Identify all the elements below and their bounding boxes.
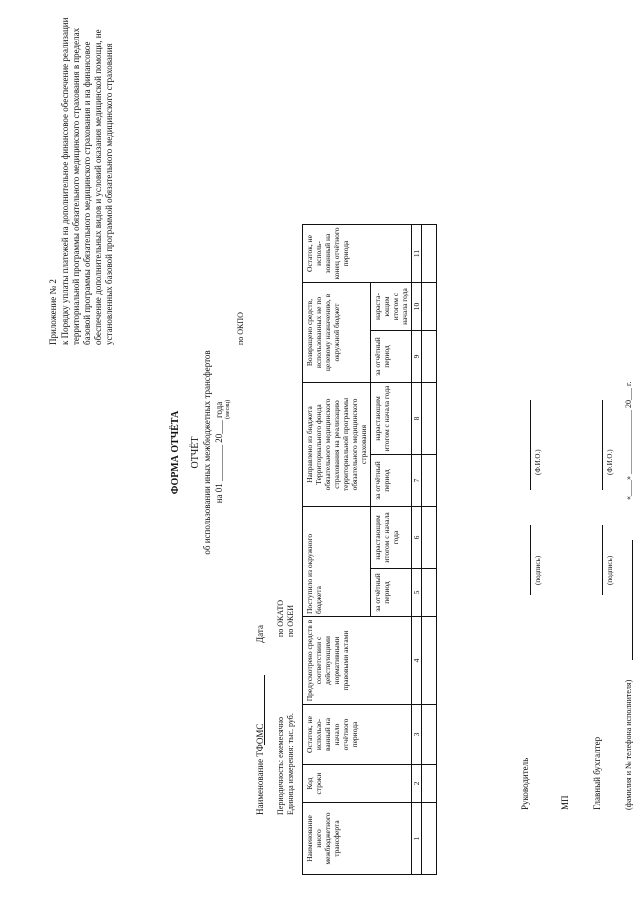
sub-period-9: за отчётный период [371,331,412,383]
accountant-fio-line [602,400,603,490]
col-num-10: 10 [412,283,422,331]
tfoms-input-line [264,675,265,745]
form-title: ФОРМА ОТЧЁТА [170,410,181,495]
col-num-8: 8 [412,383,422,455]
col-num-4: 4 [412,617,422,705]
col-planned-header: Предусмотрено средств в соответствии с действующими нормативными правовыми актами [303,617,412,705]
report-table [302,224,437,875]
head-label: Руководитель [520,757,530,810]
sub-cumulative-10: нараста-ющим итогом с начала года [371,283,412,331]
annex-text: к Порядку уплаты платежей на дополнительное финансовое обеспечение реализации территориальной программы обязательного медицинского страхования в пределах базовой программы обязательного медицинского страхования и на финансовое обеспечение дополнительных видов и условий оказания медицинской помощи, не установленных базовой программой обязательного медицинского страхования [60,17,114,345]
tfoms-label: Наименование ТФОМС [255,723,265,815]
accountant-sign-hint: (подпись) [606,555,614,585]
accountant-label: Главный бухгалтер [592,736,602,810]
month-hint: (месяц) [225,399,231,419]
col-num-11: 11 [412,225,422,283]
periodicity-label: Периодичность: ежемесячно [276,716,285,815]
head-fio-hint: (Ф.И.О.) [534,449,542,475]
unit-label: Единица измерения: тыс. руб. [286,713,295,815]
head-sign-hint: (подпись) [534,555,542,585]
okei-label: по ОКЕИ [286,604,295,637]
column-numbers-row [412,225,422,875]
grp-received-header: Поступило из окружного бюджета [303,507,371,617]
report-title: ОТЧЁТ [190,436,201,469]
col-num-5: 5 [412,569,422,617]
contact-line [632,540,633,660]
sub-cumulative-6: нарастающим итогом с начала года [371,507,412,569]
table-row [422,225,437,875]
okato-label: по ОКАТО [276,599,285,637]
accountant-sign-line [602,525,603,595]
head-fio-line [530,400,531,490]
date-tail: «____» ________________ 20___ г. [624,381,633,500]
report-date-line: на 01 ________ 20___ года [214,401,224,504]
table-header-row [303,225,371,875]
sub-period-7: за отчётный период [371,455,412,507]
mp-label: МП [560,795,570,810]
col-num-3: 3 [412,705,422,765]
col-end-balance-header: Остаток, не исполь-зованный на конец отчётного периода [303,225,412,283]
annex-block [48,15,115,345]
okpo-label: по ОКПО [236,312,245,345]
accountant-fio-hint: (Ф.И.О.) [606,449,614,475]
col-num-1: 1 [412,803,422,875]
col-num-7: 7 [412,455,422,507]
head-sign-line [530,525,531,595]
grp-returned-header: Возвращено средств, использованных не по целевому назначению, в окружной бюджет [303,283,371,383]
col-num-9: 9 [412,331,422,383]
sub-cumulative-8: нарастающим итогом с начала года [371,383,412,455]
grp-directed-header: Направлено из бюджета Территориального фонда обязательного медицинского страхования на реализацию территориальной программы обязательного медицинского страхования [303,383,371,507]
col-code-header: Код строки [303,765,412,803]
contact-label: (фамилия и № телефона исполнителя) [624,679,633,810]
col-num-2: 2 [412,765,422,803]
signature-block [520,10,640,810]
sub-period-5: за отчётный период [371,569,412,617]
report-subtitle: об использовании иных межбюджетных трансфертов [202,350,212,555]
date-label: Дата [255,625,265,643]
col-start-balance-header: Остаток, не использо-ванный на начало отчётного периода [303,705,412,765]
col-name-header: Наименование иного межбюджетного трансферта [303,803,412,875]
annex-title: Приложение № 2 [48,279,58,345]
col-num-6: 6 [412,507,422,569]
